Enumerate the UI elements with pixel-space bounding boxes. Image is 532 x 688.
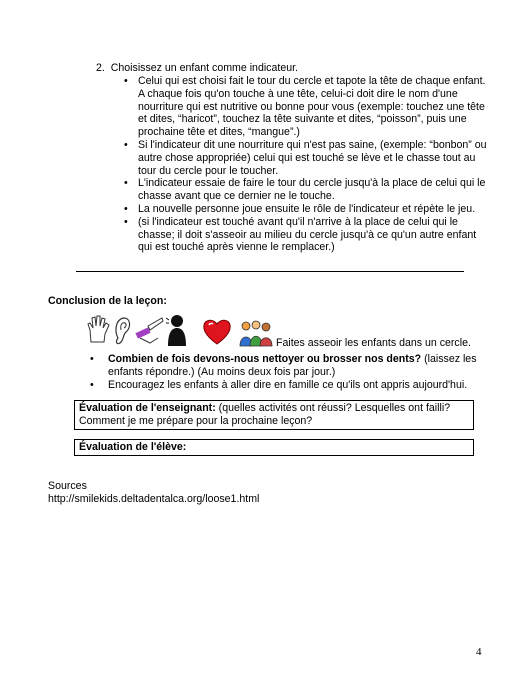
student-evaluation-box <box>74 439 474 456</box>
student-evaluation-label: Évaluation de l'élève: <box>79 441 187 453</box>
step-text: Choisissez un enfant comme indicateur. <box>110 62 298 74</box>
sources-link[interactable]: http://smilekids.deltadentalca.org/loose1.html <box>48 493 260 505</box>
hand-icon <box>86 314 112 344</box>
list-item <box>84 353 494 379</box>
person-speaking-icon <box>166 314 188 346</box>
question-bold: Combien de fois devons-nous nettoyer ou brosser nos dents? <box>108 353 422 365</box>
ear-icon <box>114 316 132 346</box>
heart-icon <box>202 318 232 346</box>
step-number: 2. <box>96 62 105 74</box>
icon-strip <box>86 314 276 348</box>
sources-section <box>48 480 259 506</box>
teacher-evaluation-box <box>74 400 474 430</box>
activity-step <box>96 62 298 74</box>
list-item: • (si l'indicateur est touché avant qu'il n'arrive à la place de celui qui le chasse; il doit s'asseoir au milieu du cercle jusqu'à ce qu'un autre enfant qui est touché après vienne le remplacer.) <box>120 216 488 254</box>
conclusion-heading: Conclusion de la leçon: <box>48 295 167 307</box>
toothbrush-icon <box>134 316 164 346</box>
activity-bullets <box>120 75 488 254</box>
conclusion-bullets <box>84 353 494 391</box>
teacher-evaluation-label: Évaluation de l'enseignant: <box>79 402 216 414</box>
list-item: • Si l'indicateur dit une nourriture qui n'est pas saine, (exemple: “bonbon” ou autre chose appropriée) celui qui est touché se lève et le chasse tout au tour du cercle pour le toucher. <box>120 139 488 177</box>
list-item: • Encouragez les enfants à aller dire en famille ce qu'ils ont appris aujourd'hui. <box>84 379 494 392</box>
teacher-evaluation-text: (quelles activités ont réussi? Lesquelles ont failli? Comment je me prépare pour la prochaine leçon? <box>79 402 451 427</box>
section-divider <box>76 271 464 272</box>
list-item: • La nouvelle personne joue ensuite le rôle de l'indicateur et répète le jeu. <box>120 203 488 216</box>
children-group-icon <box>238 320 274 348</box>
list-item: • L'indicateur essaie de faire le tour du cercle jusqu'à la place de celui qui le chasse avant que ce dernier ne le touche. <box>120 177 488 203</box>
list-item: • Celui qui est choisi fait le tour du cercle et tapote la tête de chaque enfant. A chaque fois qu'on touche à une tête, celui-ci doit dire le nom d'une nourriture qui est nutritive ou bonne pour vous (exemple: touchez une tête et dites, “haricot”, touchez la tête suivante et dites, “poisson”, puis une prochaine tête et dites, “mangue”.) <box>120 75 488 139</box>
page-number: 4 <box>476 646 482 658</box>
question-rest: (laissez les enfants répondre.) (Au moins deux fois par jour.) <box>108 353 477 378</box>
icon-caption: Faites asseoir les enfants dans un cercle. <box>276 337 471 349</box>
sources-label: Sources <box>48 480 87 492</box>
